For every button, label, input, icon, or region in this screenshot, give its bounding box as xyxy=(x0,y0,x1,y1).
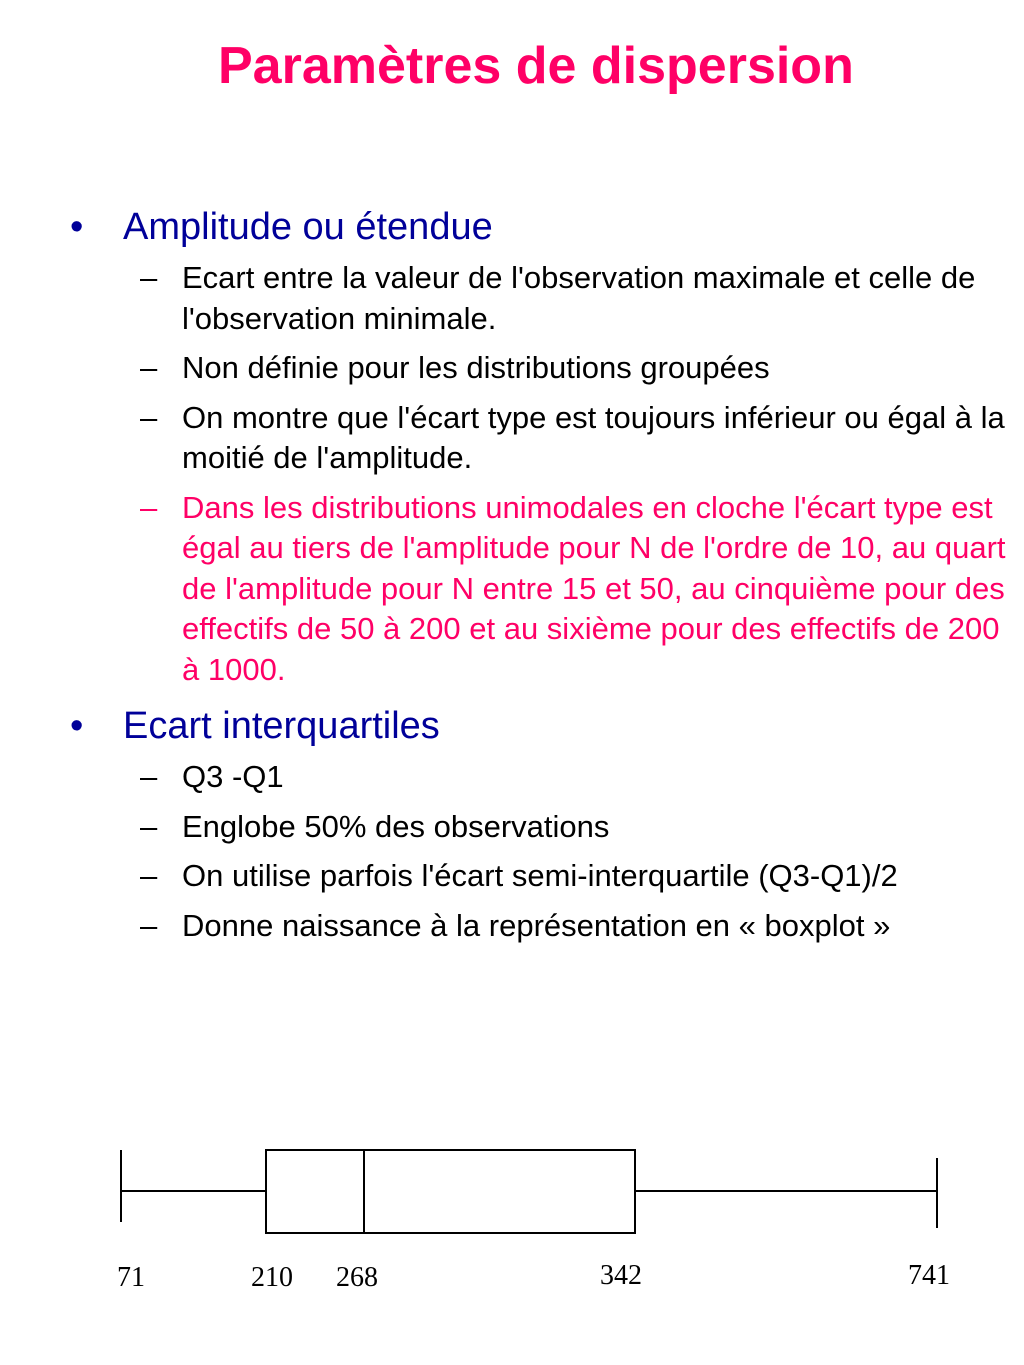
bullet-marker: • xyxy=(70,206,84,248)
dash-marker: – xyxy=(140,399,158,435)
sub-item xyxy=(0,398,1024,479)
sub-item xyxy=(0,348,1024,389)
dash-marker: – xyxy=(140,858,158,893)
sub-item-text: Dans les distributions unimodales en cloche l'écart type est égal au tiers de l'amplitude pour N de l'ordre de 10, au quart de l'amplitude pour N entre 15 et 50, au cinquième pour des effectifs de 50 à 200 et au sixième pour des effectifs de 200 à 1000. xyxy=(182,489,1006,687)
boxplot-figure xyxy=(0,1140,1024,1320)
sub-item-highlight xyxy=(0,488,1024,691)
label-max: 741 xyxy=(908,1260,950,1291)
sub-item xyxy=(0,258,1024,339)
label-min: 71 xyxy=(117,1262,145,1293)
sub-item-text: On montre que l'écart type est toujours inférieur ou égal à la moitié de l'amplitude. xyxy=(182,399,1005,475)
sub-item xyxy=(0,757,1024,798)
sub-item-text: Non définie pour les distributions groupées xyxy=(182,350,770,385)
bullet-text: Amplitude ou étendue xyxy=(123,206,493,248)
dash-marker: – xyxy=(140,907,158,943)
label-median: 268 xyxy=(336,1262,378,1293)
box-interquartile xyxy=(266,1150,635,1233)
sub-item-text: Ecart entre la valeur de l'observation maximale et celle de l'observation minimale. xyxy=(182,260,976,336)
sub-list-interquartile xyxy=(0,757,1024,946)
label-q3: 342 xyxy=(600,1260,642,1291)
dash-marker: – xyxy=(140,808,158,844)
bullet-amplitude xyxy=(0,205,1024,249)
sub-item-text: Q3 -Q1 xyxy=(182,759,284,794)
sub-item xyxy=(0,807,1024,848)
sub-item-text: Donne naissance à la représentation en « boxplot » xyxy=(182,907,891,943)
bullet-interquartile xyxy=(0,704,1024,748)
label-q1: 210 xyxy=(251,1262,293,1293)
dash-marker: – xyxy=(140,260,158,295)
bullet-text: Ecart interquartiles xyxy=(123,705,440,747)
sub-item-text: On utilise parfois l'écart semi-interquartile (Q3-Q1)/2 xyxy=(182,858,898,893)
sub-list-amplitude xyxy=(0,258,1024,690)
dash-marker: – xyxy=(140,489,158,525)
sub-item-text: Englobe 50% des observations xyxy=(182,808,610,844)
page-title: Paramètres de dispersion xyxy=(218,37,854,95)
dash-marker: – xyxy=(140,350,158,385)
sub-item xyxy=(0,856,1024,897)
slide-content xyxy=(0,205,1024,960)
sub-item xyxy=(0,906,1024,947)
bullet-marker: • xyxy=(70,705,84,747)
dash-marker: – xyxy=(140,759,158,794)
